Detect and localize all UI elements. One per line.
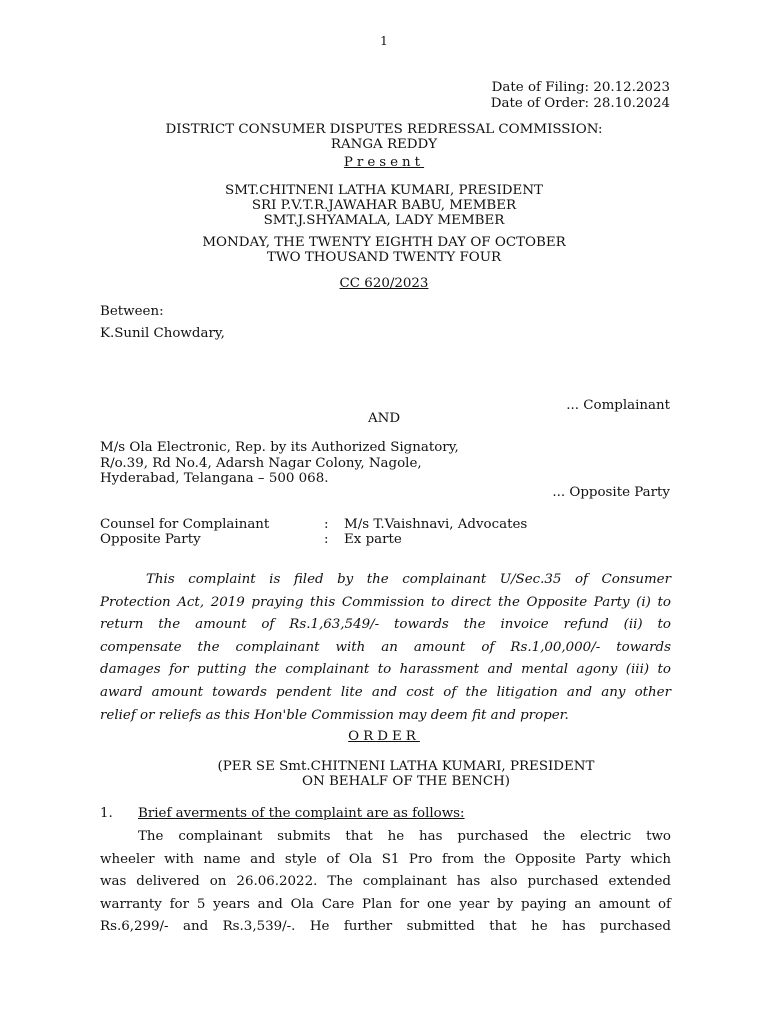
per-se-line-1: (PER SE Smt.CHITNENI LATHA KUMARI, PRESIDENT — [217, 759, 595, 774]
counsel-complainant-sep: : — [324, 517, 329, 532]
section-1-paragraph — [100, 826, 671, 939]
order-heading: ORDER — [348, 729, 420, 744]
opposite-party-role: ... Opposite Party — [552, 485, 670, 500]
prayer-line: compensate the complainant with an amount of Rs.1,00,000/- towards — [100, 639, 671, 655]
prayer-line: award amount towards pendent lite and cost of the litigation and any other — [100, 684, 671, 700]
commission-title: DISTRICT CONSUMER DISPUTES REDRESSAL COMMISSION: — [165, 122, 603, 137]
section-1-line: wheeler with name and style of Ola S1 Pro from the Opposite Party which — [100, 851, 671, 867]
order-date-line-2: TWO THOUSAND TWENTY FOUR — [266, 250, 502, 265]
prayer-line: Protection Act, 2019 praying this Commission to direct the Opposite Party (i) to — [100, 594, 671, 610]
present-heading-wrap — [0, 155, 768, 170]
complainant-role: ... Complainant — [566, 398, 670, 413]
case-number-wrap — [0, 276, 768, 291]
between-label: Between: — [100, 304, 164, 319]
case-number: CC 620/2023 — [339, 276, 429, 291]
prayer-line: This complaint is filed by the complainant U/Sec.35 of Consumer — [146, 572, 671, 587]
counsel-op-label: Opposite Party — [100, 532, 201, 547]
prayer-paragraph — [100, 569, 671, 727]
date-of-order: Date of Order: 28.10.2024 — [490, 96, 670, 111]
opposite-party-line-1: M/s Ola Electronic, Rep. by its Authorized Signatory, — [100, 440, 459, 455]
present-heading: Present — [343, 155, 425, 170]
counsel-op-sep: : — [324, 532, 329, 547]
section-1-line: was delivered on 26.06.2022. The complainant has also purchased extended — [100, 874, 671, 890]
and-separator: AND — [367, 411, 401, 426]
opposite-party-line-3: Hyderabad, Telangana – 500 068. — [100, 471, 329, 486]
order-date-line-1: MONDAY, THE TWENTY EIGHTH DAY OF OCTOBER — [202, 235, 566, 250]
section-1-heading-wrap — [138, 806, 465, 821]
order-heading-wrap — [0, 729, 768, 744]
bench-member-2: SRI P.V.T.R.JAWAHAR BABU, MEMBER — [251, 198, 517, 213]
counsel-complainant-label: Counsel for Complainant — [100, 517, 270, 532]
commission-district: RANGA REDDY — [330, 137, 438, 152]
section-1-number: 1. — [100, 806, 113, 821]
counsel-complainant-value: M/s T.Vaishnavi, Advocates — [344, 517, 528, 532]
bench-member-1: SMT.CHITNENI LATHA KUMARI, PRESIDENT — [225, 183, 543, 198]
bench-member-3: SMT.J.SHYAMALA, LADY MEMBER — [263, 213, 505, 228]
page-number: 1 — [380, 34, 388, 48]
date-of-filing: Date of Filing: 20.12.2023 — [491, 80, 670, 95]
section-1-heading: Brief averments of the complaint are as follows: — [138, 806, 465, 821]
prayer-line: return the amount of Rs.1,63,549/- towards the invoice refund (ii) to — [100, 617, 671, 633]
counsel-op-value: Ex parte — [344, 532, 402, 547]
per-se-line-2: ON BEHALF OF THE BENCH) — [302, 774, 510, 789]
complainant-name: K.Sunil Chowdary, — [100, 326, 225, 341]
section-1-line: warranty for 5 years and Ola Care Plan for one year by paying an amount of — [100, 896, 671, 912]
prayer-line: relief or reliefs as this Hon'ble Commission may deem fit and proper. — [100, 707, 569, 723]
section-1-line: Rs.6,299/- and Rs.3,539/-. He further submitted that he has purchased — [100, 919, 671, 935]
opposite-party-line-2: R/o.39, Rd No.4, Adarsh Nagar Colony, Nagole, — [100, 456, 422, 471]
prayer-line: damages for putting the complainant to harassment and mental agony (iii) to — [100, 662, 671, 678]
section-1-line: The complainant submits that he has purchased the electric two — [138, 829, 671, 844]
